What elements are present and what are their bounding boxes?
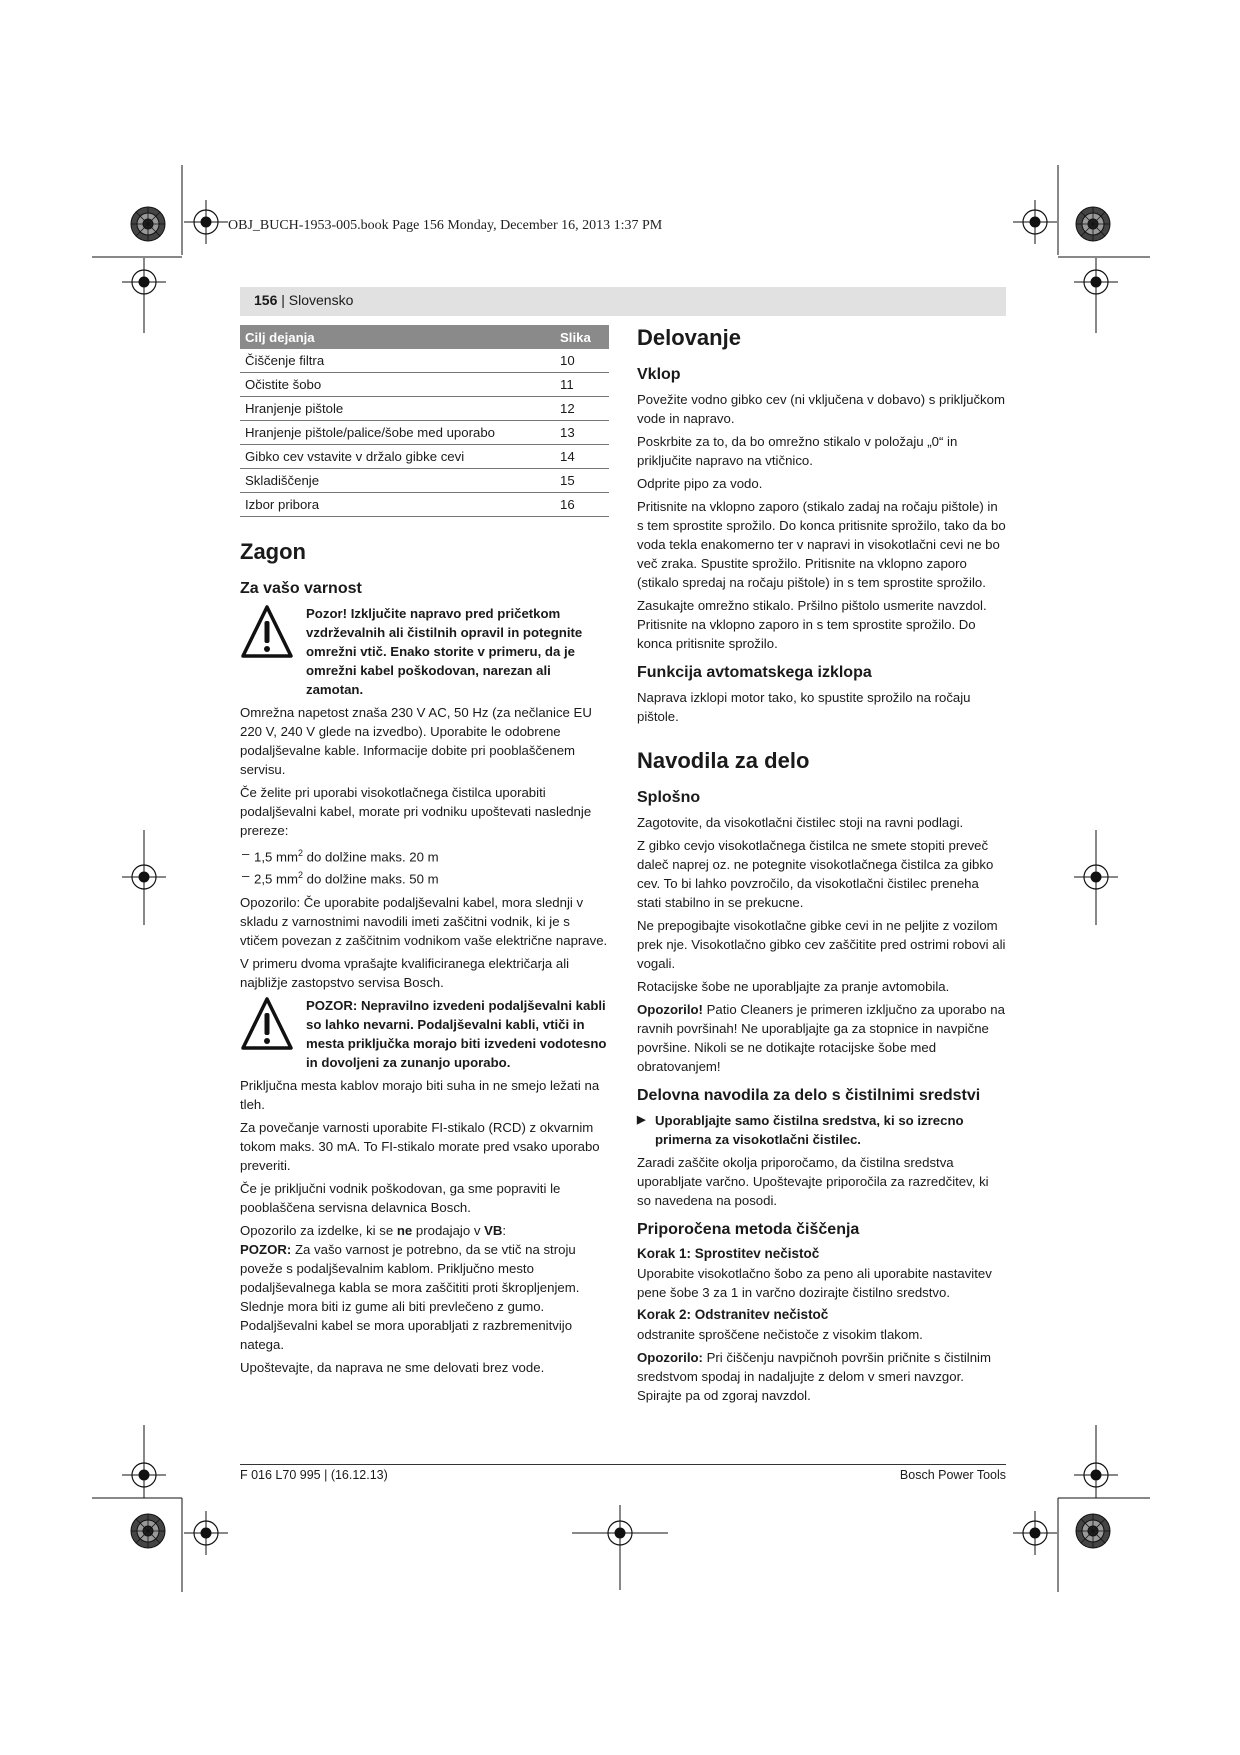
warning-triangle-icon	[240, 604, 294, 660]
table-cell-task: Očistite šobo	[240, 373, 555, 397]
bold-span: Opozorilo:	[637, 1350, 703, 1365]
table-cell-task: Hranjenje pištole	[240, 397, 555, 421]
text-span: Patio Cleaners je primeren izključno za uporabo na ravnih površinah! Ne uporabljajte ga za stopnice in navpične površine. Nikoli se ne dotikajte rotacijske šobe med obratovanjem!	[637, 1002, 1005, 1074]
step-title: Korak 1: Sprostitev nečistoč	[637, 1246, 820, 1261]
list-item	[240, 844, 609, 866]
bold-span: POZOR:	[240, 1241, 292, 1257]
page-header-bar	[240, 287, 1006, 316]
warning-text-2: POZOR: Nepravilno izvedeni podaljševalni kabli so lahko nevarni. Podaljševalni kabli, vtiči in mesta priključka morajo biti izvedeni vodotesno in dovoljeni za zunanjo uporabo.	[306, 997, 607, 1070]
list-item-text: do dolžine maks. 20 m	[302, 849, 439, 865]
paragraph	[240, 1240, 609, 1354]
page-header	[254, 292, 353, 308]
table-row	[240, 397, 609, 421]
table-cell-figure: 16	[555, 493, 609, 517]
header-separator: |	[277, 292, 289, 308]
table-header-task: Cilj dejanja	[240, 325, 555, 349]
table-row	[240, 493, 609, 517]
paragraph: Pritisnite na vklopno zaporo (stikalo zadaj na ročaju pištole) in s tem sprostite sprožilo. Do konca pritisnite sprožilo, tako da bo voda tekla enakomerno ter v napravi in visokotlačni cevi ne bo več zraka. Spustite sprožilo. Pritisnite na vklopno zaporo (stikalo spredaj na ročaju pištole) in s tem sprostite sprožilo.	[637, 499, 1006, 590]
instruction-item: ▶ Uporabljajte samo čistilna sredstva, ki so izrecno primerna za visokotlačni čistilec.	[637, 1111, 1006, 1149]
paragraph: Za povečanje varnosti uporabite FI-stikalo (RCD) z okvarnim tokom maks. 30 mA. To FI-stikalo morate pred vsako uporabo preveriti.	[240, 1119, 600, 1173]
table-cell-figure: 11	[555, 373, 609, 397]
table-cell-task: Izbor pribora	[240, 493, 555, 517]
warning-text-1: Pozor! Izključite napravo pred pričetkom vzdrževalnih ali čistilnih opravil in potegnite omrežni vtič. Enako storite v primeru, da je omrežni kabel poškodovan, narezan ali zamotan.	[306, 606, 583, 697]
table-row	[240, 349, 609, 373]
warning-block-2	[240, 996, 609, 1072]
footer-rule	[240, 1464, 1006, 1465]
table-row	[240, 373, 609, 397]
bold-span: Opozorilo!	[637, 1002, 703, 1017]
subsection-title-safety: Za vašo varnost	[240, 580, 362, 597]
paragraph: Ne prepogibajte visokotlačne gibke cevi in ne peljite z vozilom prek nje. Visokotlačno gibko cev zaščitite pred ostrimi robovi ali vogali.	[637, 918, 1006, 971]
subsection-title-auto-shutoff: Funkcija avtomatskega izklopa	[637, 664, 872, 681]
text-span: Opozorilo za izdelke, ki se	[240, 1222, 397, 1238]
table-cell-figure: 10	[555, 349, 609, 373]
text-span: Za vašo varnost je potrebno, da se vtič na stroju poveže s podaljševalnim kablom. Priključno mesto podaljševalnega kabla se mora zaščititi proti škropljenjem. Slednje mora biti iz gume ali biti prevlečeno z gumo. Podaljševalni kabel se mora uporabljati z razbremenitvijo natega.	[240, 1241, 580, 1352]
table-cell-task: Gibko cev vstavite v držalo gibke cevi	[240, 445, 555, 469]
file-info-line: OBJ_BUCH-1953-005.book Page 156 Monday, December 16, 2013 1:37 PM	[228, 218, 663, 233]
text-span: :	[502, 1222, 507, 1238]
superscript: 2	[297, 848, 303, 858]
section-title-delovanje: Delovanje	[637, 325, 741, 350]
subsection-title-method: Priporočena metoda čiščenja	[637, 1221, 860, 1238]
subsection-title-vklop: Vklop	[637, 366, 681, 383]
section-title-navodila: Navodila za delo	[637, 748, 810, 773]
list-item-value: 2,5 mm	[254, 871, 298, 887]
subsection-title-splosno: Splošno	[637, 789, 701, 806]
subsection-title-cleaning-agents: Delovna navodila za delo s čistilnimi sredstvi	[637, 1087, 981, 1104]
paragraph: Poskrbite za to, da bo omrežno stikalo v položaju „0“ in priključite napravo na vtičnico.	[637, 434, 958, 468]
step-title: Korak 2: Odstranitev nečistoč	[637, 1307, 829, 1322]
paragraph: V primeru dvoma vprašajte kvalificiranega električarja ali najbližje zastopstvo servisa Bosch.	[240, 955, 570, 990]
footer-doc-number: F 016 L70 995 | (16.12.13)	[240, 1468, 388, 1482]
header-language: Slovensko	[288, 292, 354, 308]
table-cell-figure: 14	[555, 445, 609, 469]
paragraph: Če je priključni vodnik poškodovan, ga sme popraviti le pooblaščena servisna delavnica Bosch.	[240, 1180, 561, 1215]
bold-span: ne	[396, 1222, 413, 1238]
cable-cross-section-list	[240, 844, 609, 889]
table-cell-task: Hranjenje pištole/palice/šobe med uporabo	[240, 421, 555, 445]
table-row	[240, 469, 609, 493]
section-title-zagon: Zagon	[240, 539, 306, 564]
warning-block-1	[240, 604, 609, 699]
paragraph: Zagotovite, da visokotlačni čistilec stoji na ravni podlagi.	[637, 815, 964, 830]
paragraph: Zasukajte omrežno stikalo. Pršilno pištolo usmerite navzdol. Pritisnite na vklopno zaporo in s tem sprostite sprožilo. Do konca pritisnite sprožilo.	[637, 598, 987, 651]
table-header-row	[240, 325, 609, 349]
paragraph	[637, 1000, 1006, 1076]
table-cell-task: Čiščenje filtra	[240, 349, 555, 373]
list-item-text: do dolžine maks. 50 m	[302, 871, 439, 887]
left-column	[240, 325, 609, 1381]
table-cell-figure: 12	[555, 397, 609, 421]
footer-brand: Bosch Power Tools	[899, 1468, 1006, 1482]
paragraph: Rotacijske šobe ne uporabljajte za pranje avtomobila.	[637, 979, 950, 994]
page-number: 156	[254, 292, 278, 308]
paragraph	[240, 1221, 609, 1240]
paragraph: odstranite sproščene nečistoče z visokim tlakom.	[637, 1327, 923, 1342]
list-item	[240, 866, 609, 888]
bold-span: VB	[484, 1222, 503, 1238]
superscript: 2	[297, 870, 303, 881]
warning-triangle-icon	[240, 996, 294, 1052]
table-row	[240, 421, 609, 445]
paragraph: Povežite vodno gibko cev (ni vključena v dobavo) s priključkom vode in napravo.	[637, 392, 1005, 426]
paragraph: Uporabite visokotlačno šobo za peno ali uporabite nastavitev pene šobe 3 za 1 in varčno dozirajte čistilno sredstvo.	[637, 1266, 992, 1300]
paragraph: Če želite pri uporabi visokotlačnega čistilca uporabiti podaljševalni kabel, morate pri vodniku upoštevati naslednje prereze:	[240, 785, 592, 838]
text-span: Pri čiščenju navpičnoh površin pričnite s čistilnim sredstvom spodaj in nadaljujte z delom v smeri navzgor. Spirajte pa od zgoraj navzdol.	[637, 1350, 991, 1403]
table-header-figure: Slika	[555, 325, 609, 349]
paragraph: Odprite pipo za vodo.	[637, 476, 763, 491]
paragraph	[637, 1348, 1006, 1405]
paragraph: Opozorilo: Če uporabite podaljševalni kabel, mora slednji v skladu z varnostnimi navodili imeti zaščitni vodnik, ki je s vtičem povezan z zaščitnim vodnikom vaše električne naprave.	[240, 894, 608, 948]
table-row	[240, 445, 609, 469]
paragraph: Priključna mesta kablov morajo biti suha in ne smejo ležati na tleh.	[240, 1077, 600, 1112]
table-cell-task: Skladiščenje	[240, 469, 555, 493]
text-span: prodajajo v	[412, 1222, 485, 1238]
paragraph: Omrežna napetost znaša 230 V AC, 50 Hz (za nečlanice EU 220 V, 240 V glede na izvedbo). Uporabite le odobrene podaljševalne kable. Informacije dobite pri pooblaščenem servisu.	[240, 705, 592, 777]
paragraph: Z gibko cevjo visokotlačnega čistilca ne smete stopiti preveč daleč naprej oz. ne potegnite visokotlačnega čistilca za gibko cev. To bi lahko povzročilo, da visokotlačni čistilec preneha stati stabilno in se prekucne.	[637, 838, 994, 910]
right-column	[637, 325, 1006, 1409]
table-cell-figure: 13	[555, 421, 609, 445]
table-cell-figure: 15	[555, 469, 609, 493]
task-figure-table	[240, 325, 609, 517]
list-item-value: 1,5 mm	[254, 849, 298, 865]
paragraph: Zaradi zaščite okolja priporočamo, da čistilna sredstva uporabljate varčno. Upoštevajte priporočila za razredčitev, ki so navedena na posodi.	[637, 1155, 989, 1208]
paragraph: Naprava izklopi motor tako, ko spustite sprožilo na ročaju pištole.	[637, 690, 971, 724]
paragraph: Upoštevajte, da naprava ne sme delovati brez vode.	[240, 1359, 545, 1375]
